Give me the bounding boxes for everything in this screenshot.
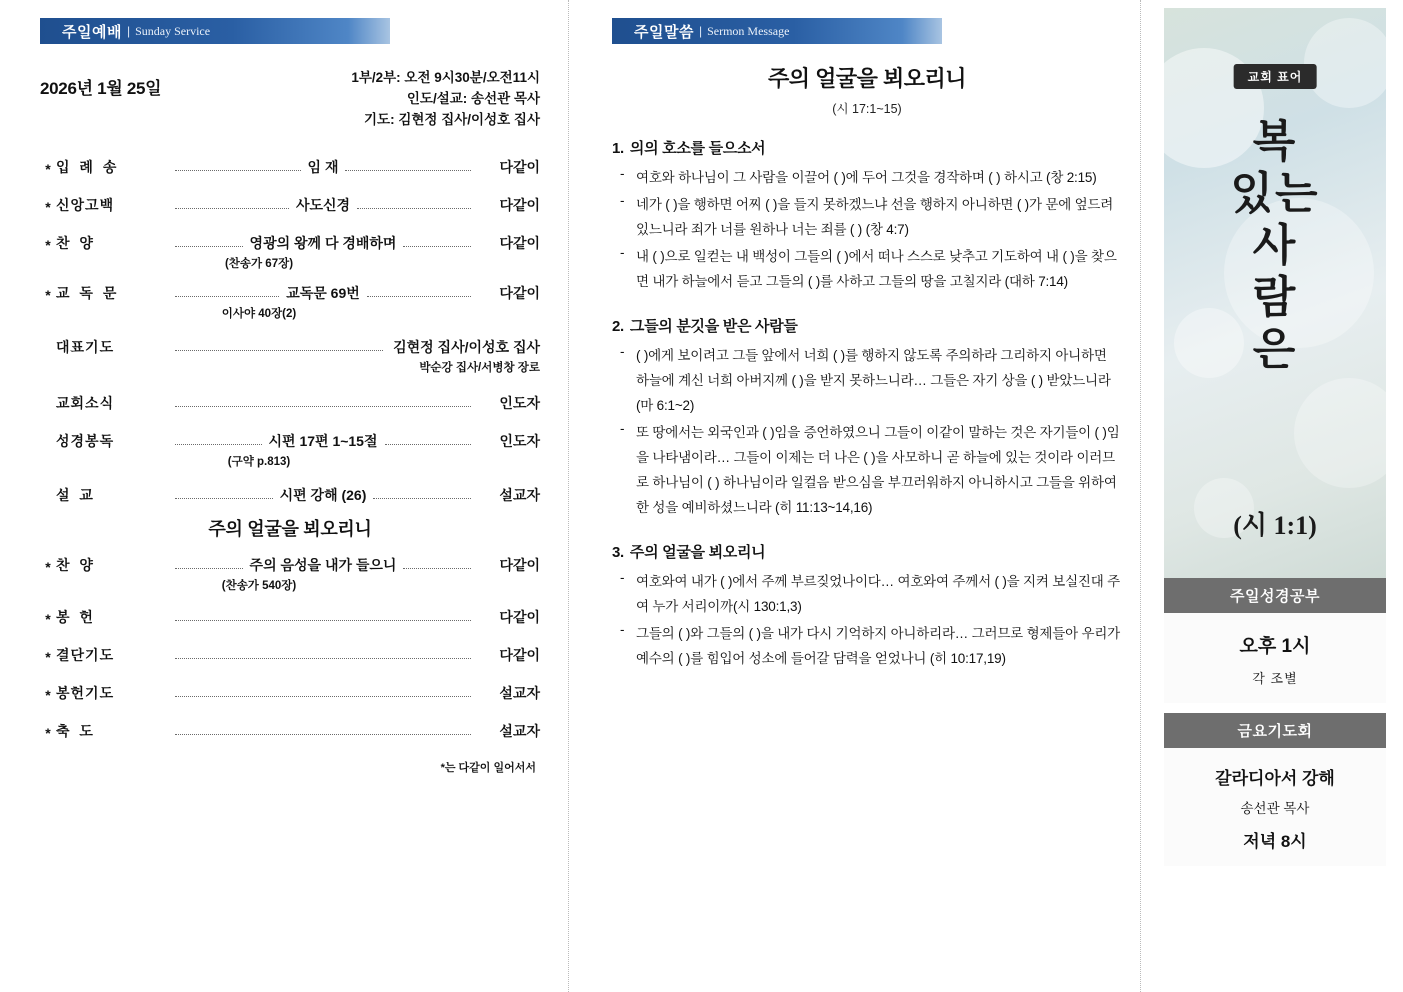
sermon-bullet (612, 344, 1122, 419)
church-slogan-reference: (시 1:1) (1233, 511, 1317, 540)
order-dots (175, 246, 243, 247)
order-who: 김현정 집사/이성호 집사 (393, 338, 540, 355)
sermon-point-number: 2. (612, 317, 624, 335)
bullet-text: 내 ( )으로 일컫는 내 백성이 그들의 ( )에서 떠나 스스로 낮추고 기도하여 내 ( )을 찾으면 내가 하늘에서 듣고 그들의 ( )를 사하고 그들의 땅을 고칠지라 (대하 7:14) (636, 248, 1117, 289)
church-slogan-text (1164, 116, 1386, 376)
slogan-line-2: 있는 (1230, 168, 1320, 218)
bokeh-circle-icon (1304, 18, 1386, 108)
slogan-line-5: 은 (1252, 324, 1298, 374)
order-star: * (45, 610, 51, 627)
order-dots (385, 444, 472, 445)
banner-separator: | (126, 24, 131, 38)
order-name: 교 독 문 (56, 284, 120, 301)
order-dots (403, 568, 471, 569)
service-date-row (40, 68, 540, 131)
order-title: 교독문 69번 (286, 284, 360, 301)
bullet-text: 여호와여 내가 ( )에서 주께 부르짖었나이다… 여호와여 주께서 ( )을 지켜 보실진대 주여 누가 서리이까(시 130:1,3) (636, 573, 1121, 614)
sunday-service-banner-wrap (40, 18, 390, 44)
side-panel-column (1164, 8, 1386, 866)
order-dots (175, 350, 383, 351)
order-dots (175, 444, 262, 445)
order-subtitle: 이사야 40장(2) (221, 307, 297, 320)
bullet-text: 여호와 하나님이 그 사람을 이끌어 ( )에 두어 그것을 경작하며 ( ) 하시고 (창 2:15) (636, 170, 1097, 185)
bullet-dash-icon: - (620, 244, 625, 260)
order-item (40, 431, 540, 469)
service-date: 2026년 1월 25일 (40, 79, 162, 98)
order-item (40, 337, 540, 375)
order-who: 인도자 (499, 394, 540, 411)
sunday-bible-study-header: 주일성경공부 (1164, 578, 1386, 613)
side-divider (1164, 703, 1386, 713)
banner-title-en: Sunday Service (135, 23, 211, 38)
order-name: 봉 헌 (56, 608, 96, 625)
sermon-point-heading (612, 541, 1122, 562)
order-name: 결단기도 (56, 646, 115, 663)
order-name: 성경봉독 (56, 432, 115, 449)
order-name: 찬 양 (56, 234, 96, 251)
order-name: 대표기도 (56, 338, 115, 355)
sunday-service-column (40, 18, 540, 775)
bullet-text: 또 땅에서는 외국인과 ( )임을 증언하였으니 그들이 이같이 말하는 것은 자기들이 ( )임을 나타냄이라… 그들이 이제는 더 나은 ( )을 사모하니 곧 하늘에 있는 것이라 이러므로 하나님이 ( ) 하나님이라 일컬음 받으심을 부끄러워하지 아니하시고 그들을 위하여 한 성을 예비하셨느니라 (히 11:13~14,16) (636, 424, 1120, 515)
fold-guide-2 (1140, 0, 1141, 992)
service-info-line-2: 인도/설교: 송선관 목사 (406, 90, 540, 106)
banner-title-ko: 주일예배 (62, 23, 122, 41)
order-item (40, 683, 540, 703)
bullet-text: 그들의 ( )와 그들의 ( )을 내가 다시 기억하지 아니하리라… 그러므로 형제들아 우리가 예수의 ( )를 힘입어 성소에 들어갈 담력을 얻었나니 (히 10:17,19) (636, 625, 1121, 666)
bullet-dash-icon: - (620, 343, 625, 359)
sermon-point-text: 의의 호소를 들으소서 (629, 140, 766, 157)
order-who: 설교자 (499, 684, 540, 701)
order-name: 입 례 송 (56, 158, 120, 175)
order-item (40, 485, 540, 505)
sermon-point (612, 315, 1122, 521)
order-who: 인도자 (499, 432, 541, 449)
church-slogan-tag: 교회 표어 (1234, 64, 1317, 89)
sermon-title-left: 주의 얼굴을 뵈오리니 (208, 518, 372, 539)
friday-prayer-time: 저녁 8시 (1243, 832, 1307, 851)
order-dots (175, 170, 301, 171)
sermon-scripture-reference: (시 17:1~15) (832, 102, 902, 116)
order-title: 영광의 왕께 다 경배하며 (249, 234, 397, 251)
bullet-dash-icon: - (620, 621, 625, 637)
bible-study-time: 오후 1시 (1239, 636, 1311, 657)
order-dots (175, 620, 471, 621)
order-who: 다같이 (499, 196, 541, 213)
order-star: * (45, 686, 51, 703)
order-who: 다같이 (499, 234, 541, 251)
order-dots (175, 568, 243, 569)
order-dots (175, 696, 471, 697)
service-info (351, 68, 540, 131)
sermon-message-column (612, 18, 1122, 674)
friday-prayer-series: 갈라디아서 강해 (1215, 769, 1335, 788)
sermon-bullet (612, 421, 1122, 521)
bullet-dash-icon: - (620, 192, 625, 208)
order-name: 신앙고백 (56, 196, 115, 213)
order-title: 주의 음성을 내가 들으니 (249, 556, 397, 573)
order-of-service-list (40, 157, 540, 741)
bokeh-circle-icon (1294, 378, 1386, 488)
order-name: 찬 양 (56, 556, 96, 573)
sermon-point-heading (612, 315, 1122, 336)
slogan-line-3: 사 (1252, 220, 1298, 270)
order-star: * (45, 160, 51, 177)
order-who: 설교자 (499, 486, 540, 503)
order-item (40, 607, 540, 627)
order-dots (175, 498, 273, 499)
order-star: * (45, 648, 51, 665)
order-dots (175, 296, 279, 297)
service-info-line-3: 기도: 김현정 집사/이성호 집사 (364, 111, 540, 127)
order-who: 설교자 (499, 722, 540, 739)
sermon-point-text: 주의 얼굴을 뵈오리니 (629, 543, 766, 561)
order-dots (175, 734, 471, 735)
sermon-point (612, 137, 1122, 295)
order-item (40, 721, 540, 741)
order-item (40, 555, 540, 593)
standing-footnote: *는 다같이 일어서서 (440, 761, 536, 774)
order-who: 다같이 (499, 646, 540, 663)
order-star: * (45, 558, 51, 575)
order-title: 사도신경 (295, 196, 351, 213)
order-subtitle: (찬송가 540장) (221, 579, 297, 592)
sermon-point-heading (612, 137, 1122, 158)
sunday-bible-study-body (1164, 613, 1386, 703)
sermon-point-number: 1. (612, 140, 624, 157)
order-star: * (45, 724, 51, 741)
order-dots (345, 170, 471, 171)
order-dots (175, 208, 289, 209)
bullet-text: 네가 ( )을 행하면 어찌 ( )을 들지 못하겠느냐 선을 행하지 아니하면 ( )가 문에 엎드려 있느니라 죄가 너를 원하나 너는 죄를 ( ) (창 4:7) (636, 196, 1114, 237)
order-item (40, 157, 540, 177)
order-dots (403, 246, 471, 247)
order-item (40, 393, 540, 413)
church-slogan-panel (1164, 8, 1386, 578)
order-item (40, 283, 540, 321)
sermon-message-banner (612, 18, 942, 44)
order-who: 다같이 (499, 284, 540, 301)
order-title: 시편 17편 1~15절 (268, 432, 378, 449)
order-dots (367, 296, 471, 297)
order-subtitle: (찬송가 67장) (224, 257, 294, 270)
order-star: * (45, 198, 51, 215)
sermon-banner-wrap (612, 18, 942, 44)
sermon-bullet (612, 193, 1122, 243)
order-dots (175, 658, 471, 659)
slogan-line-1: 복 (1252, 117, 1298, 166)
bible-study-note: 각 조별 (1252, 671, 1298, 686)
order-dots (373, 498, 471, 499)
order-item (40, 195, 540, 215)
order-item (40, 645, 540, 665)
order-title: 임 재 (307, 158, 339, 175)
bullet-dash-icon: - (620, 569, 625, 585)
order-subtitle: (구약 p.813) (227, 455, 291, 468)
order-star: * (45, 236, 51, 253)
order-title: 시편 강해 (26) (279, 486, 367, 503)
order-name: 축 도 (56, 722, 96, 739)
sermon-point-number: 3. (612, 543, 624, 561)
sermon-point-text: 그들의 분깃을 받은 사람들 (629, 317, 798, 335)
order-name: 교회소식 (56, 394, 115, 411)
sermon-bullet (612, 245, 1122, 295)
sermon-point (612, 541, 1122, 672)
friday-prayer-speaker: 송선관 목사 (1240, 801, 1310, 816)
banner-title-ko: 주일말씀 (634, 23, 694, 41)
sermon-bullet (612, 570, 1122, 620)
order-star: * (45, 286, 51, 303)
slogan-line-4: 람 (1252, 272, 1298, 322)
bullet-dash-icon: - (620, 166, 625, 181)
order-who: 다같이 (499, 158, 541, 175)
order-subtitle: 박순강 집사/서병창 장로 (419, 361, 540, 374)
bullet-text: ( )에게 보이려고 그들 앞에서 너희 ( )를 행하지 않도록 주의하라 그리하지 아니하면 하늘에 계신 너희 아버지께 ( )을 받지 못하느니라… 그들은 자기 상을 ( ) 받았느니라 (마 6:1~2) (636, 347, 1111, 413)
order-name: 봉헌기도 (56, 684, 115, 701)
banner-title-en: Sermon Message (707, 23, 790, 38)
service-info-line-1: 1부/2부: 오전 9시30분/오전11시 (351, 70, 540, 85)
sunday-service-banner (40, 18, 390, 44)
order-dots (357, 208, 471, 209)
sermon-bullet (612, 622, 1122, 672)
friday-prayer-header: 금요기도회 (1164, 713, 1386, 748)
order-dots (175, 406, 471, 407)
banner-separator: | (698, 24, 703, 38)
bullet-dash-icon: - (620, 420, 625, 436)
order-name: 설 교 (56, 486, 96, 503)
order-who: 다같이 (499, 556, 541, 573)
order-who: 다같이 (499, 608, 540, 625)
fold-guide-1 (568, 0, 569, 992)
order-item (40, 233, 540, 271)
friday-prayer-body (1164, 748, 1386, 866)
sermon-title: 주의 얼굴을 뵈오리니 (768, 66, 966, 91)
sermon-bullet (612, 166, 1122, 191)
